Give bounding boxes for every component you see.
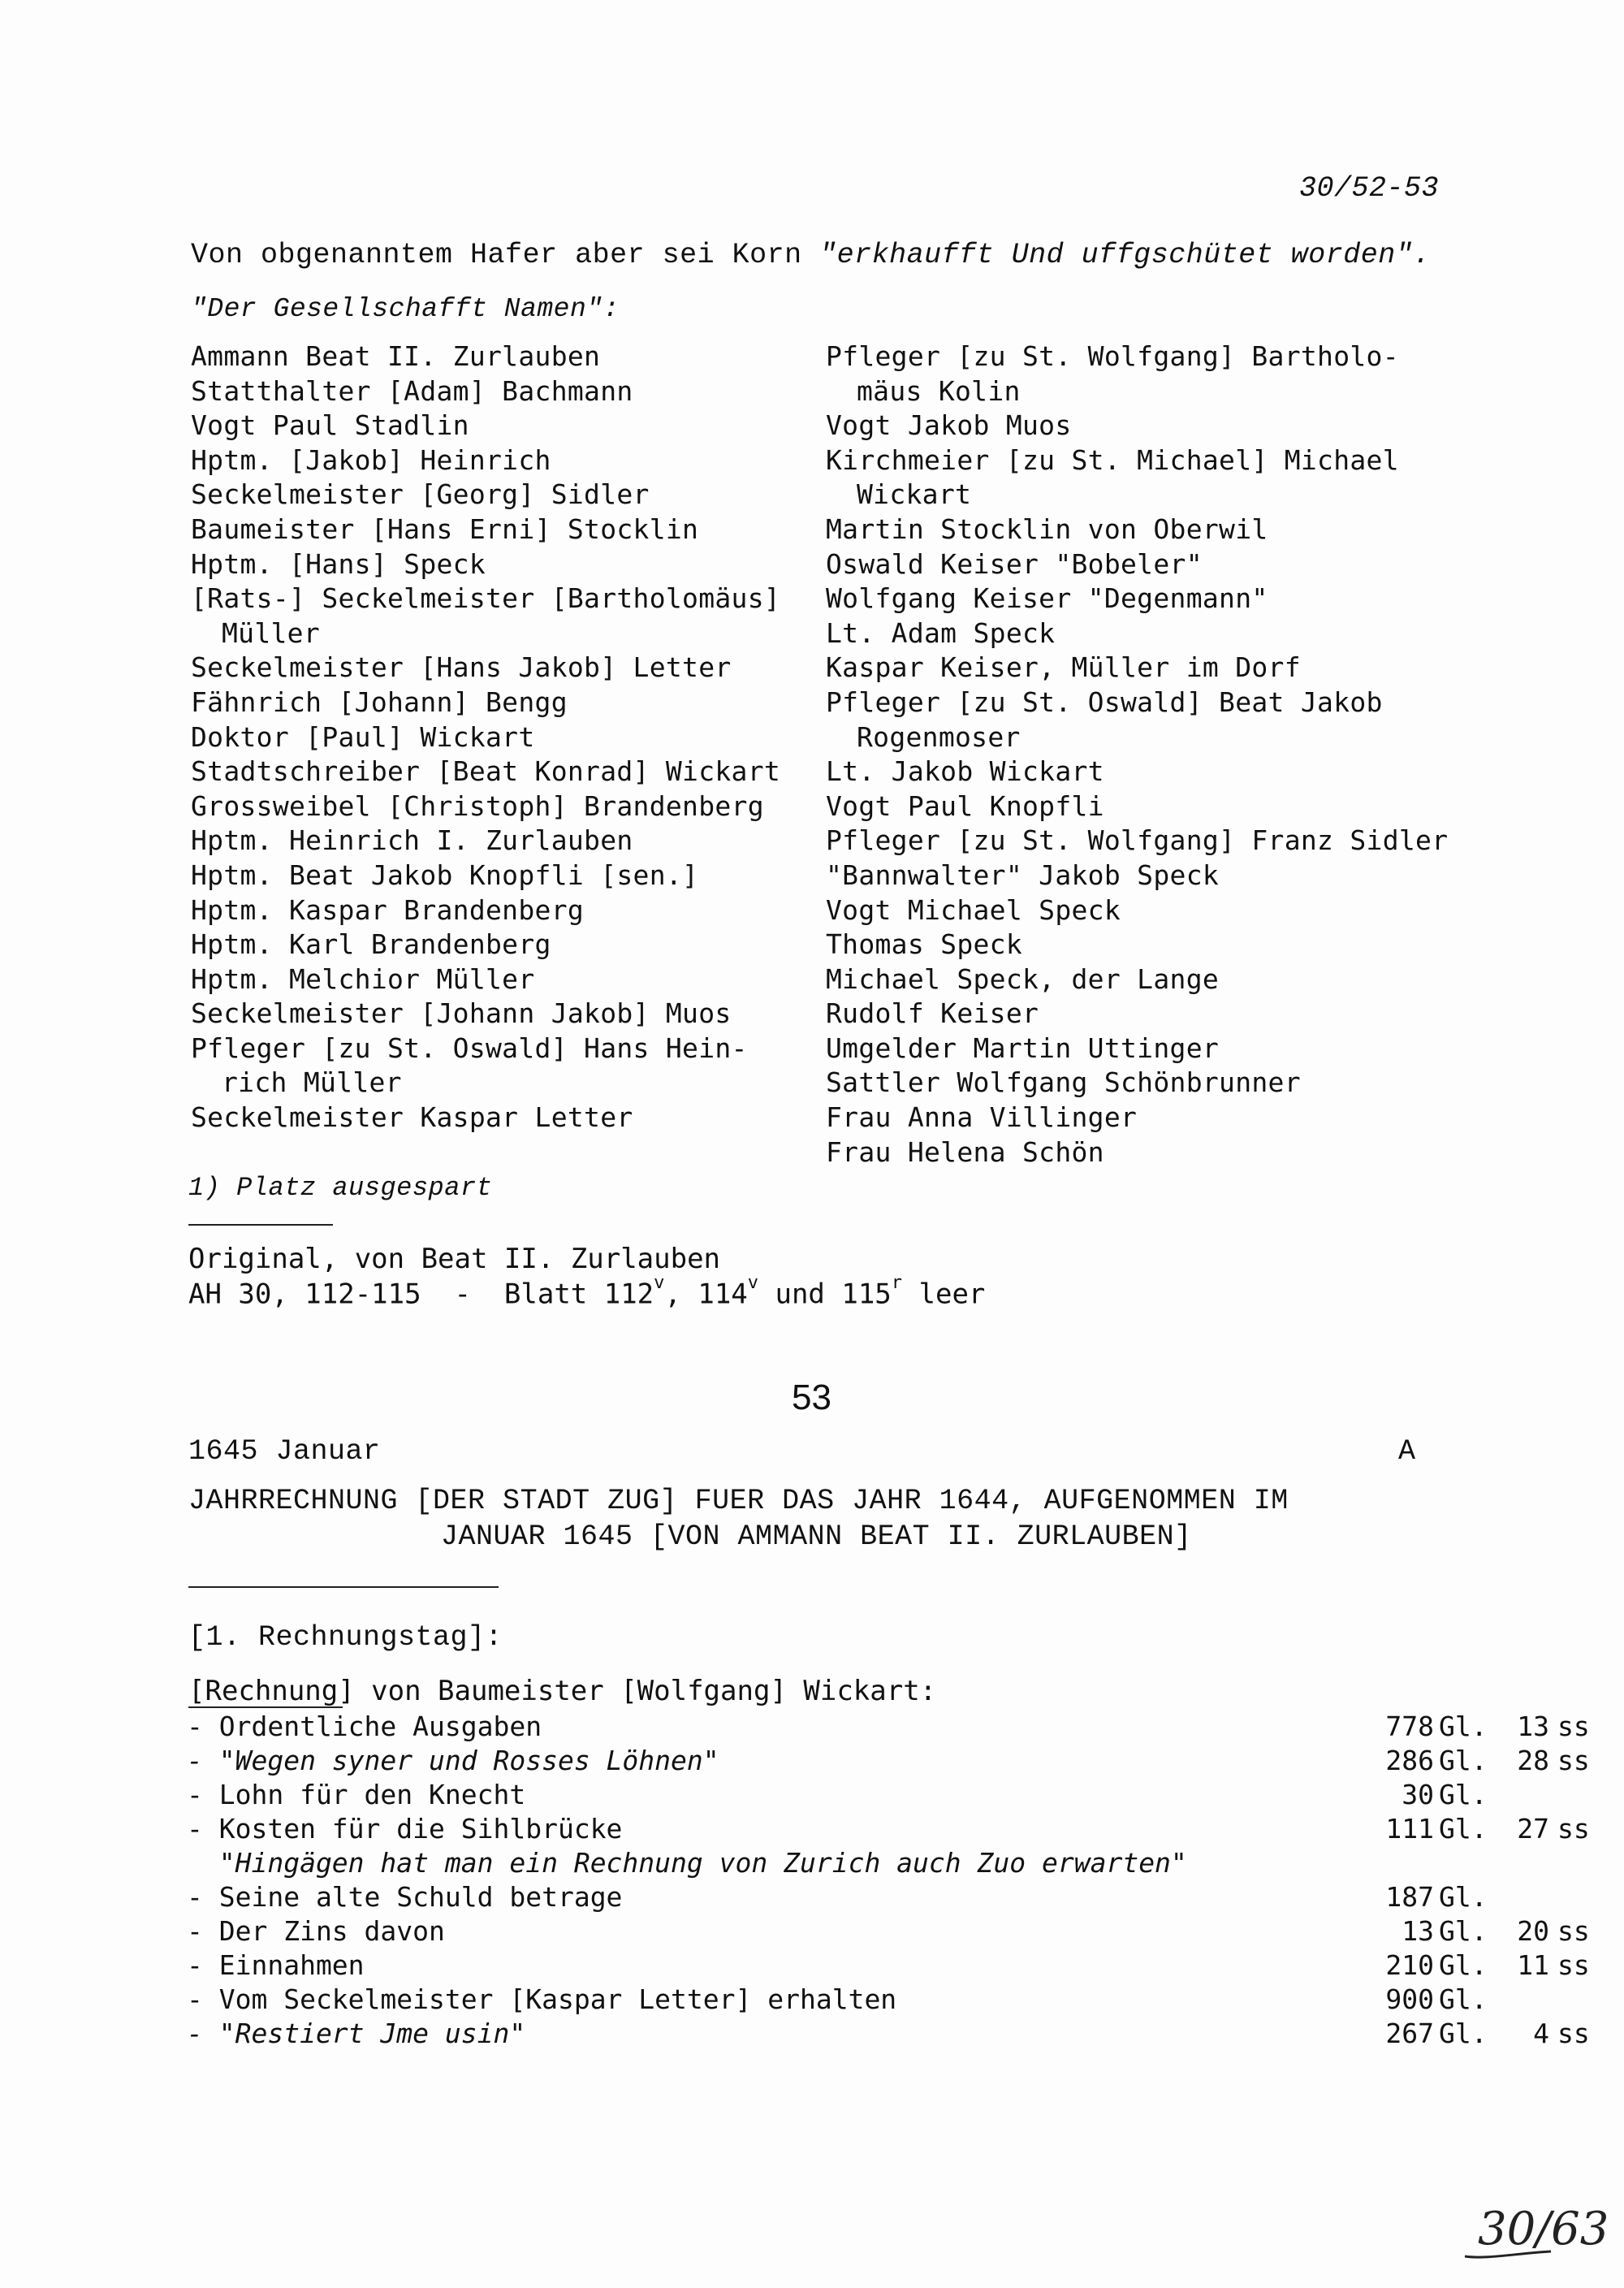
entry-schilling-unit: ss	[1557, 1915, 1590, 1947]
footnote: 1) Platz ausgespart	[188, 1173, 493, 1203]
entry-gulden-unit: Gl.	[1439, 1881, 1488, 1913]
source-leer: leer	[902, 1278, 986, 1311]
name-entry: Pfleger [zu St. Wolfgang] Bartholo-	[826, 340, 1399, 372]
rechnung-underline	[188, 1706, 343, 1708]
footnote-rule	[188, 1224, 333, 1226]
entry-schilling: 20	[1517, 1915, 1549, 1947]
name-entry: Ammann Beat II. Zurlauben	[191, 340, 601, 372]
entry-gulden: 267	[1385, 2018, 1434, 2049]
entry-label: - Einnahmen	[187, 1949, 365, 1981]
account-entry	[187, 1914, 1590, 1948]
account-intro: [Rechnung] von Baumeister [Wolfgang] Wickart:	[188, 1675, 937, 1707]
entry-gulden-unit: Gl.	[1439, 1711, 1488, 1742]
right-name-list	[826, 340, 1557, 1170]
title-rule	[188, 1586, 499, 1588]
name-entry: Seckelmeister Kaspar Letter	[191, 1101, 633, 1134]
entry-schilling-unit: ss	[1557, 2018, 1590, 2049]
account-entry	[187, 1983, 1488, 2017]
entry-label: - Lohn für den Knecht	[187, 1779, 526, 1810]
name-entry: Hptm. [Hans] Speck	[191, 547, 486, 580]
handwritten-underline	[1462, 2247, 1559, 2263]
name-entry: Hptm. Melchior Müller	[191, 962, 535, 995]
document-letter: A	[1398, 1435, 1416, 1468]
document-number: 53	[792, 1378, 831, 1417]
entry-label: - Vom Seckelmeister [Kaspar Letter] erhalten	[187, 1983, 897, 2015]
name-entry: Seckelmeister [Georg] Sidler	[191, 478, 650, 511]
sup-v-2: v	[747, 1273, 759, 1293]
name-entry: Pfleger [zu St. Oswald] Hans Hein-	[191, 1032, 748, 1064]
document-title-line-2: JANUAR 1645 [VON AMMANN BEAT II. ZURLAUBEN]	[441, 1520, 1192, 1553]
name-entry: Rudolf Keiser	[826, 997, 1039, 1030]
entry-gulden: 900	[1385, 1983, 1434, 2015]
name-entry: Grossweibel [Christoph] Brandenberg	[191, 789, 764, 822]
name-entry: Kirchmeier [zu St. Michael] Michael	[826, 443, 1399, 476]
entry-schilling-unit: ss	[1557, 1711, 1590, 1742]
entry-label: - Der Zins davon	[187, 1915, 445, 1947]
page-reference: 30/52-53	[1299, 172, 1440, 205]
entry-gulden-unit: Gl.	[1439, 1745, 1488, 1776]
name-entry: Frau Anna Villinger	[826, 1101, 1138, 1134]
society-heading: "Der Gesellschafft Namen":	[191, 294, 620, 324]
document-title-line-1: JAHRRECHNUNG [DER STADT ZUG] FUER DAS JAHR 1644, AUFGENOMMEN IM	[188, 1485, 1289, 1517]
account-entry	[187, 1778, 1488, 1812]
name-entry: Stadtschreiber [Beat Konrad] Wickart	[191, 755, 781, 788]
source-115: und 115	[758, 1278, 892, 1311]
name-entry: Vogt Jakob Muos	[826, 409, 1072, 442]
intro-line	[191, 239, 1431, 271]
account-entry	[187, 1846, 1421, 1880]
entry-gulden-unit: Gl.	[1439, 1983, 1488, 2015]
name-entry: rich Müller	[222, 1066, 402, 1099]
entry-gulden: 111	[1385, 1813, 1434, 1845]
name-entry: Hptm. [Jakob] Heinrich	[191, 443, 551, 476]
name-entry: Vogt Michael Speck	[826, 893, 1121, 926]
name-entry: Seckelmeister [Johann Jakob] Muos	[191, 997, 732, 1030]
name-entry: Oswald Keiser "Bobeler"	[826, 547, 1203, 580]
entry-label: "Hingägen hat man ein Rechnung von Zurich auch Zuo erwarten"	[187, 1847, 1187, 1879]
entry-gulden-unit: Gl.	[1439, 1915, 1488, 1947]
source-114: , 114	[664, 1278, 748, 1311]
name-entry: mäus Kolin	[857, 374, 1021, 407]
name-entry: "Bannwalter" Jakob Speck	[826, 859, 1220, 891]
entry-label: - Ordentliche Ausgaben	[187, 1711, 542, 1742]
account-entry	[187, 1812, 1590, 1846]
entry-gulden-unit: Gl.	[1439, 1813, 1488, 1845]
entry-gulden: 778	[1385, 1711, 1434, 1742]
entry-label: - Kosten für die Sihlbrücke	[187, 1813, 623, 1845]
entry-schilling: 13	[1517, 1711, 1549, 1742]
name-entry: Doktor [Paul] Wickart	[191, 720, 535, 753]
entry-schilling: 28	[1517, 1745, 1549, 1776]
name-entry: Hptm. Kaspar Brandenberg	[191, 893, 585, 926]
entry-gulden-unit: Gl.	[1439, 2018, 1488, 2049]
name-entry: Frau Helena Schön	[826, 1135, 1104, 1168]
name-entry: [Rats-] Seckelmeister [Bartholomäus]	[191, 582, 781, 615]
name-entry: Umgelder Martin Uttinger	[826, 1032, 1220, 1064]
name-entry: Statthalter [Adam] Bachmann	[191, 374, 633, 407]
name-entry: Lt. Adam Speck	[826, 616, 1056, 649]
name-entry: Hptm. Karl Brandenberg	[191, 928, 551, 961]
name-entry: Seckelmeister [Hans Jakob] Letter	[191, 651, 732, 684]
source-line-2	[188, 1273, 986, 1311]
account-entry	[187, 1948, 1590, 1983]
account-entry	[187, 1710, 1590, 1744]
entry-gulden: 30	[1402, 1779, 1434, 1810]
entry-gulden-unit: Gl.	[1439, 1949, 1488, 1981]
source-blatt: AH 30, 112-115 - Blatt 112	[188, 1278, 654, 1311]
entry-gulden: 13	[1402, 1915, 1434, 1947]
name-entry: Kaspar Keiser, Müller im Dorf	[826, 651, 1301, 684]
day-heading: [1. Rechnungstag]:	[188, 1621, 503, 1654]
sup-v-1: v	[654, 1273, 665, 1293]
name-entry: Müller	[222, 616, 321, 649]
document-date: 1645 Januar	[188, 1435, 381, 1468]
entry-gulden: 286	[1385, 1745, 1434, 1776]
entry-schilling: 4	[1533, 2018, 1549, 2049]
entry-label: - "Restiert Jme usin"	[187, 2018, 526, 2049]
intro-quote: "erkhaufft Und uffgschütet worden".	[819, 239, 1431, 271]
name-entry: Martin Stocklin von Oberwil	[826, 513, 1268, 545]
name-entry: Wolfgang Keiser "Degenmann"	[826, 582, 1268, 615]
name-entry: Wickart	[857, 478, 972, 511]
entry-schilling: 11	[1517, 1949, 1549, 1981]
name-entry: Michael Speck, der Lange	[826, 962, 1220, 995]
handwritten-page-number: 30/63	[1478, 2203, 1609, 2256]
name-entry: Thomas Speck	[826, 928, 1023, 961]
intro-plain: Von obgenanntem Hafer aber sei Korn	[191, 239, 820, 271]
name-entry: Pfleger [zu St. Oswald] Beat Jakob	[826, 686, 1383, 718]
entry-label: - Seine alte Schuld betrage	[187, 1881, 623, 1913]
entry-schilling-unit: ss	[1557, 1745, 1590, 1776]
entry-gulden: 210	[1385, 1949, 1434, 1981]
entry-gulden-unit: Gl.	[1439, 1779, 1488, 1810]
entry-gulden: 187	[1385, 1881, 1434, 1913]
name-entry: Rogenmoser	[857, 720, 1021, 753]
name-entry: Lt. Jakob Wickart	[826, 755, 1104, 788]
name-entry: Vogt Paul Knopfli	[826, 789, 1104, 822]
account-entry	[187, 1880, 1488, 1914]
left-name-list	[191, 340, 808, 1135]
name-entry: Baumeister [Hans Erni] Stocklin	[191, 513, 699, 545]
name-entry: Pfleger [zu St. Wolfgang] Franz Sidler	[826, 824, 1449, 857]
entry-schilling-unit: ss	[1557, 1949, 1590, 1981]
account-entry	[187, 1744, 1590, 1778]
entry-schilling-unit: ss	[1557, 1813, 1590, 1845]
name-entry: Fähnrich [Johann] Bengg	[191, 686, 568, 718]
sup-r: r	[891, 1273, 903, 1293]
entry-schilling: 27	[1517, 1813, 1549, 1845]
account-entry	[187, 2017, 1590, 2051]
name-entry: Vogt Paul Stadlin	[191, 409, 469, 442]
source-line-1: Original, von Beat II. Zurlauben	[188, 1243, 721, 1275]
entry-label: - "Wegen syner und Rosses Löhnen"	[187, 1745, 719, 1776]
name-entry: Hptm. Heinrich I. Zurlauben	[191, 824, 633, 857]
name-entry: Hptm. Beat Jakob Knopfli [sen.]	[191, 859, 699, 891]
name-entry: Sattler Wolfgang Schönbrunner	[826, 1066, 1301, 1099]
